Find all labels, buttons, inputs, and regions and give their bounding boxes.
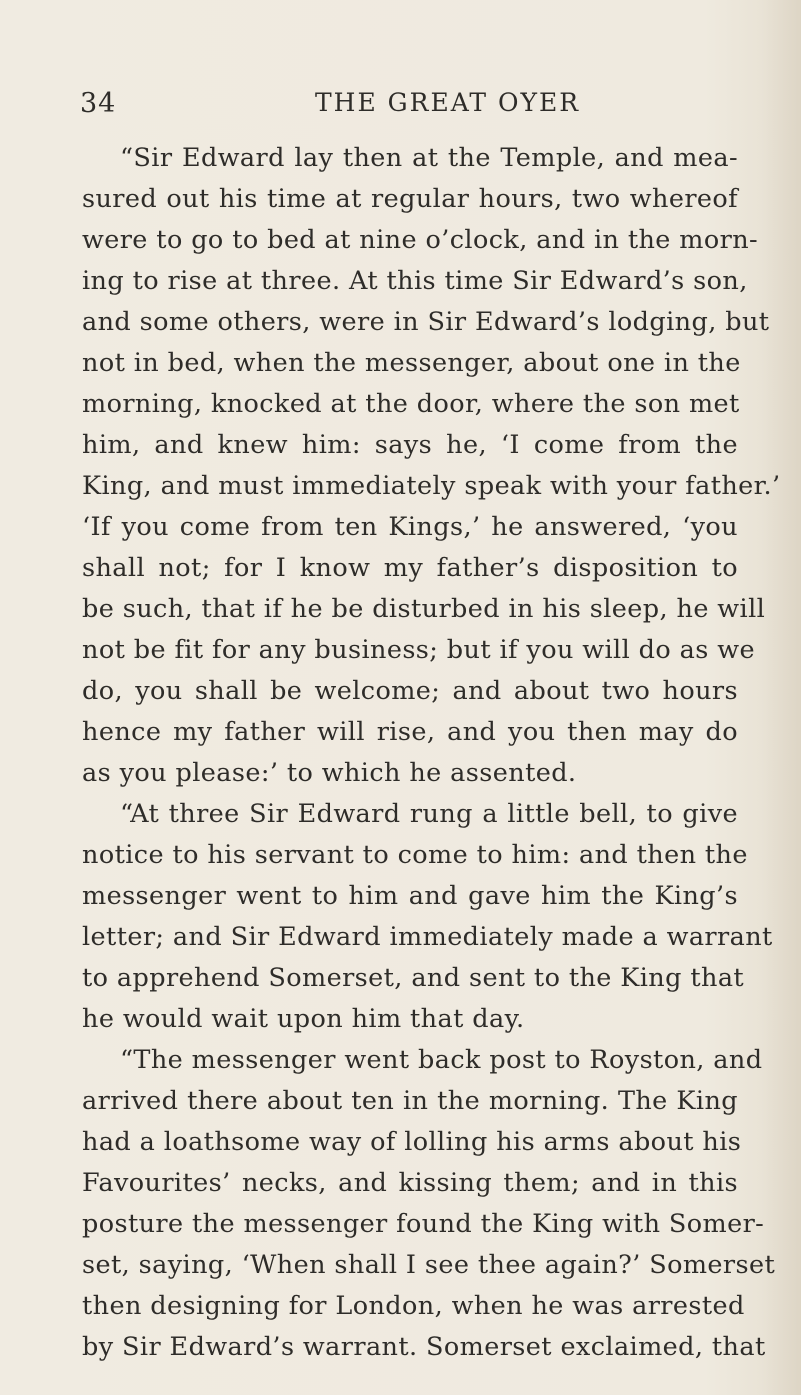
text-line: “The messenger went back post to Royston, and xyxy=(120,1045,763,1075)
text-line: to apprehend Somerset, and sent to the King that xyxy=(82,963,745,993)
text-line: King, and must immediately speak with your father.’ xyxy=(82,471,781,501)
text-line: and some others, were in Sir Edward’s lodging, but xyxy=(82,307,770,337)
text-line: posture the messenger found the King with Somer- xyxy=(82,1209,765,1239)
text-line: he would wait upon him that day. xyxy=(82,1004,525,1034)
text-line: shall not; for I know my father’s disposition to xyxy=(82,553,738,583)
text-line: sured out his time at regular hours, two whereof xyxy=(82,184,738,214)
page-header xyxy=(80,88,720,128)
text-line: be such, that if he be disturbed in his sleep, he will xyxy=(82,594,766,624)
text-line: ing to rise at three. At this time Sir Edward’s son, xyxy=(82,266,748,296)
text-line: Favourites’ necks, and kissing them; and in this xyxy=(82,1168,738,1198)
text-line: “At three Sir Edward rung a little bell, to give xyxy=(120,799,738,829)
text-line: arrived there about ten in the morning. The King xyxy=(82,1086,738,1116)
text-line: messenger went to him and gave him the King’s xyxy=(82,881,738,911)
text-line: hence my father will rise, and you then may do xyxy=(82,717,738,747)
text-line: not be fit for any business; but if you will do as we xyxy=(82,635,755,665)
text-line: set, saying, ‘When shall I see thee again?’ Somerset xyxy=(82,1250,776,1280)
text-line: were to go to bed at nine o’clock, and in the morn- xyxy=(82,225,759,255)
text-line: ‘If you come from ten Kings,’ he answered, ‘you xyxy=(82,512,738,542)
text-line: then designing for London, when he was arrested xyxy=(82,1291,745,1321)
text-line: letter; and Sir Edward immediately made a warrant xyxy=(82,922,773,952)
text-line: as you please:’ to which he assented. xyxy=(82,758,577,788)
text-line: had a loathsome way of lolling his arms about his xyxy=(82,1127,742,1157)
text-line: do, you shall be welcome; and about two hours xyxy=(82,676,738,706)
text-line: by Sir Edward’s warrant. Somerset exclaimed, that xyxy=(82,1332,766,1362)
text-line: morning, knocked at the door, where the son met xyxy=(82,389,740,419)
text-line: not in bed, when the messenger, about one in the xyxy=(82,348,741,378)
text-line: him, and knew him: says he, ‘I come from the xyxy=(82,430,738,460)
running-title: THE GREAT OYER xyxy=(315,88,581,117)
text-line: “Sir Edward lay then at the Temple, and mea- xyxy=(120,143,738,173)
body-text xyxy=(82,138,781,1368)
text-line: notice to his servant to come to him: and then the xyxy=(82,840,748,870)
page-number: 34 xyxy=(80,88,117,119)
